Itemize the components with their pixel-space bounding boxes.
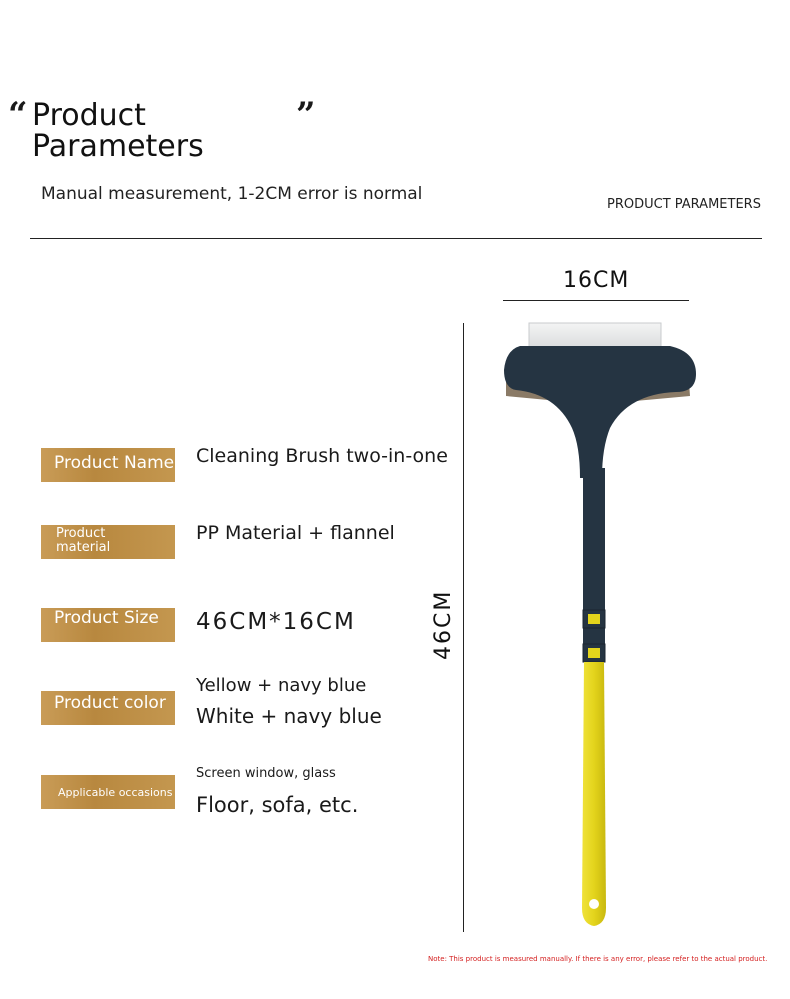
open-quote-mark: “ (8, 95, 28, 135)
close-quote-mark: ” (296, 95, 316, 135)
param-value-color-2: White + navy blue (196, 704, 382, 728)
param-label-material (41, 525, 175, 559)
cleaning-brush-image (498, 318, 698, 938)
param-value-material: PP Material + flannel (196, 522, 395, 544)
hang-hole (589, 899, 599, 909)
height-dimension-line (463, 323, 464, 932)
section-tag: PRODUCT PARAMETERS (607, 197, 761, 212)
width-dimension-line (503, 300, 689, 301)
page-title (32, 100, 204, 162)
height-dimension-label: 46CM (431, 589, 456, 660)
measurement-note: Manual measurement, 1-2CM error is normal (41, 184, 423, 204)
width-dimension-label: 16CM (563, 268, 630, 293)
hinge-lower-dot (588, 648, 600, 658)
param-value-color-1: Yellow + navy blue (196, 675, 367, 696)
handle-yellow (582, 662, 606, 926)
title-line-1: Product (32, 98, 146, 133)
param-label-occasions: Applicable occasions (41, 775, 175, 809)
brush-head (504, 346, 696, 478)
footer-note: Note: This product is measured manually. If there is any error, please refer to the actual product. (428, 955, 768, 963)
param-value-name: Cleaning Brush two-in-one (196, 445, 448, 467)
param-value-size: 46CM*16CM (196, 609, 356, 635)
title-line-2: Parameters (32, 129, 204, 164)
param-label-name: Product Name (41, 448, 175, 482)
hinge-upper-dot (588, 614, 600, 624)
param-value-occasions-2: Floor, sofa, etc. (196, 793, 359, 817)
param-label-material-line-1: Product (56, 526, 106, 541)
param-value-occasions-1: Screen window, glass (196, 766, 336, 781)
header-divider (30, 238, 762, 239)
param-label-color: Product color (41, 691, 175, 725)
param-label-material-line-2: material (56, 540, 111, 555)
handle-navy (583, 468, 605, 658)
param-label-size: Product Size (41, 608, 175, 642)
